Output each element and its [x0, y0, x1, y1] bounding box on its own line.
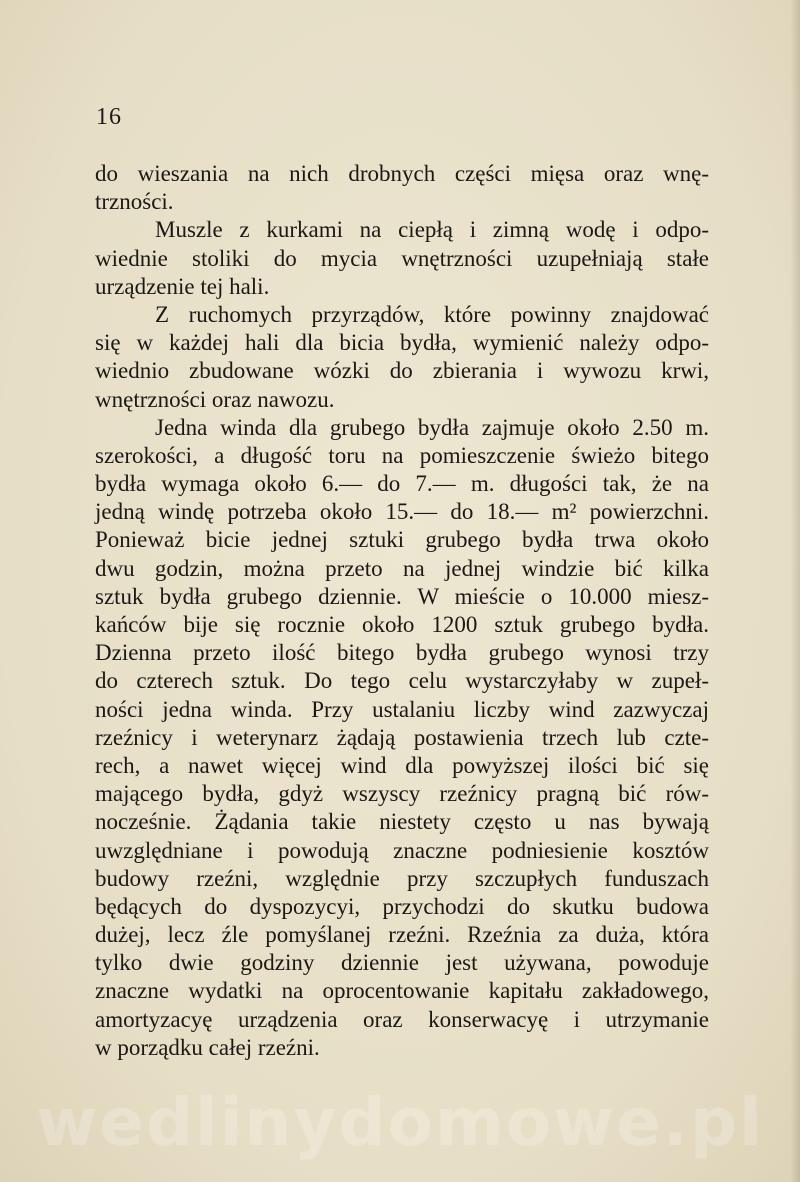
text-line: dużej, lecz źle pomyślanej rzeźni. Rzeźnia za duża, która: [95, 922, 709, 948]
text-line: szerokości, a długość toru na pomieszczenie świeżo bitego: [95, 442, 709, 468]
watermark: wedlinydomowe.pl: [36, 1084, 764, 1161]
text-line: rech, a nawet więcej wind dla powyższej ilości bić się: [95, 752, 709, 778]
text-line: znaczne wydatki na oprocentowanie kapitału zakładowego,: [95, 978, 709, 1004]
text-line: sztuk bydła grubego dziennie. W mieście o 10.000 miesz-: [95, 583, 709, 609]
text-line: będących do dyspozycyi, przychodzi do skutku budowa: [95, 893, 709, 919]
text-line: budowy rzeźni, względnie przy szczupłych funduszach: [95, 865, 709, 891]
text-line: amortyzacyę urządzenia oraz konserwacyę i utrzymanie: [95, 1006, 709, 1032]
text-line: bydła wymaga około 6.— do 7.— m. długości tak, że na: [95, 471, 709, 497]
text-line: do wieszania na nich drobnych części mięsa oraz wnę-: [95, 161, 709, 186]
page-edge-shadow: [790, 0, 800, 1182]
text-line: do czterech sztuk. Do tego celu wystarczyłaby w zupeł-: [95, 668, 709, 694]
text-line: wiednie stoliki do mycia wnętrzności uzupełniają stałe: [95, 245, 709, 271]
paragraph-start-line: Jedna winda dla grubego bydła zajmuje około 2.50 m.: [155, 414, 709, 440]
text-line: Dzienna przeto ilość bitego bydła grubego wynosi trzy: [95, 640, 709, 666]
text-line: nocześnie. Żądania takie niestety często u nas bywają: [95, 809, 709, 835]
text-line: wiednio zbudowane wózki do zbierania i wywozu krwi,: [95, 358, 709, 384]
paragraph-start-line: Muszle z kurkami na ciepłą i zimną wodę i odpo-: [155, 217, 709, 243]
text-line: tylko dwie godziny dziennie jest używana, powoduje: [95, 950, 709, 976]
page-number: 16: [96, 104, 122, 130]
text-line: urządzenie tej hali.: [95, 273, 270, 299]
text-line: w porządku całej rzeźni.: [95, 1034, 320, 1060]
text-line: jedną windę potrzeba około 15.— do 18.— m² powierzchni.: [95, 499, 709, 525]
text-line: mającego bydła, gdyż wszyscy rzeźnicy pragną bić rów-: [95, 781, 709, 807]
text-line: rzeźnicy i weterynarz żądają postawienia trzech lub czte-: [95, 724, 709, 750]
text-line: dwu godzin, można przeto na jednej windzie bić kilka: [95, 555, 709, 581]
text-line: uwzględniane i powodują znaczne podniesienie kosztów: [95, 837, 709, 863]
body-text: [95, 160, 709, 1062]
text-line: kańców bije się rocznie około 1200 sztuk grubego bydła.: [95, 612, 709, 637]
text-line: ności jedna winda. Przy ustalaniu liczby wind zazwyczaj: [95, 696, 709, 722]
text-line: się w każdej hali dla bicia bydła, wymienić należy odpo-: [95, 330, 709, 356]
paragraph-start-line: Z ruchomych przyrządów, które powinny znajdować: [155, 301, 709, 327]
text-line: Ponieważ bicie jednej sztuki grubego bydła trwa około: [95, 527, 709, 553]
text-line: wnętrzności oraz nawozu.: [95, 386, 335, 412]
text-line: trzności.: [95, 189, 174, 215]
